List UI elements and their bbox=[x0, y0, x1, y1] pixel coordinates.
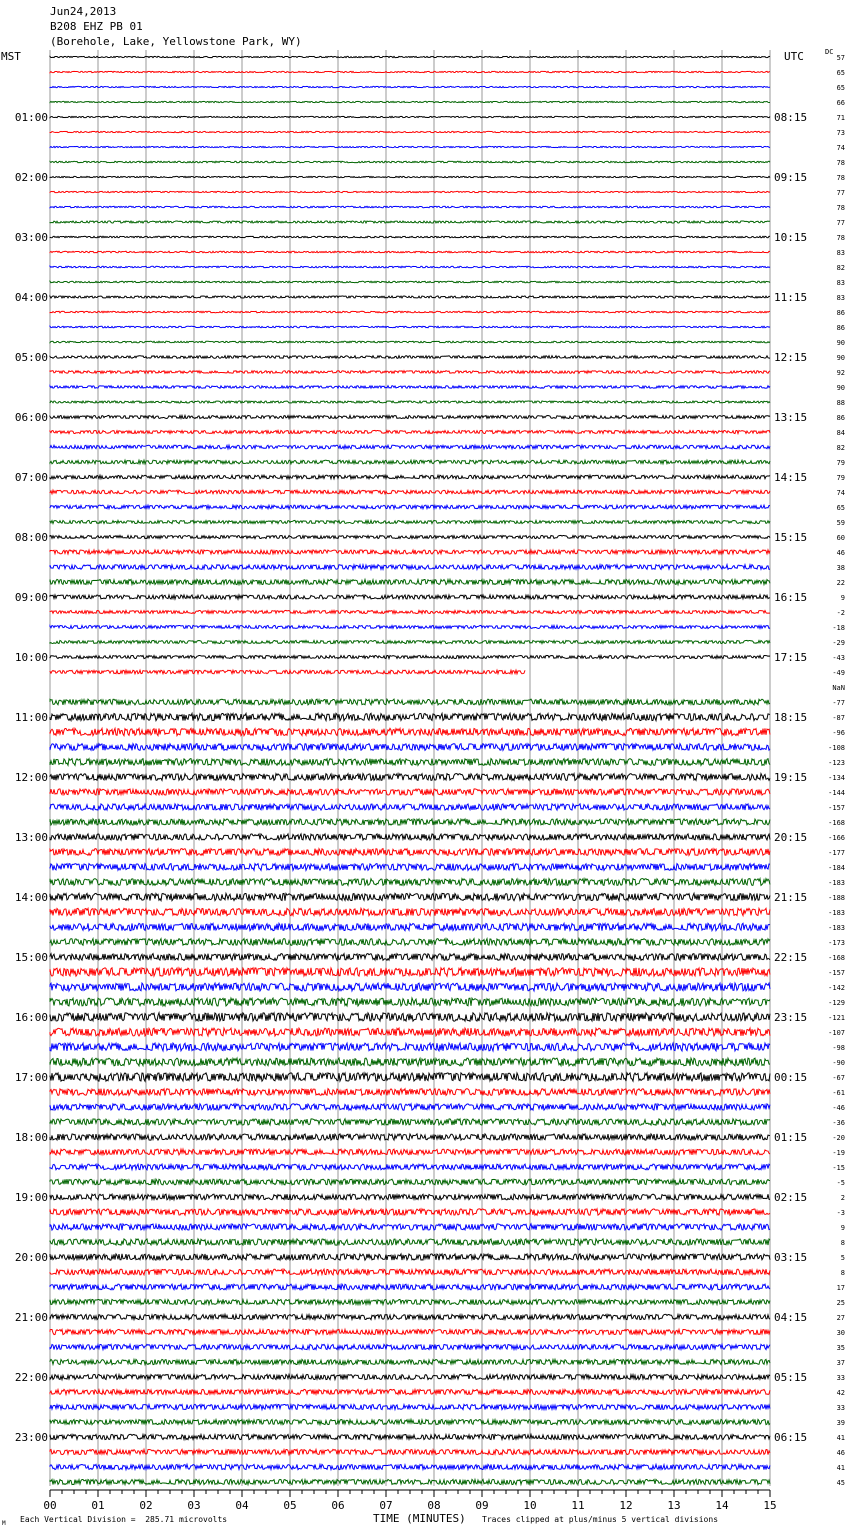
trace-line bbox=[50, 834, 770, 840]
trace-line bbox=[50, 879, 770, 886]
dc-offset-label: -107 bbox=[828, 1029, 845, 1037]
left-hour-label: 15:00 bbox=[14, 951, 48, 964]
dc-offset-label: -46 bbox=[832, 1104, 845, 1112]
dc-offset-label: -98 bbox=[832, 1044, 845, 1052]
dc-offset-label: 22 bbox=[836, 579, 845, 587]
dc-offset-label: 92 bbox=[836, 369, 845, 377]
dc-offset-label: -173 bbox=[828, 939, 845, 947]
dc-offset-label: -3 bbox=[836, 1209, 845, 1217]
trace-line bbox=[50, 1058, 770, 1066]
dc-offset-label: 66 bbox=[836, 99, 845, 107]
dc-offset-label: -90 bbox=[832, 1059, 845, 1067]
trace-line bbox=[50, 670, 525, 674]
dc-offset-label: 73 bbox=[836, 129, 845, 137]
trace-line bbox=[50, 415, 770, 418]
dc-offset-label: 46 bbox=[836, 1449, 845, 1457]
trace-line bbox=[50, 655, 770, 658]
dc-offset-label: 79 bbox=[836, 459, 845, 467]
trace-line bbox=[50, 535, 770, 538]
trace-line bbox=[50, 116, 770, 117]
trace-line bbox=[50, 744, 770, 751]
trace-line bbox=[50, 983, 770, 991]
dc-offset-label: -188 bbox=[828, 894, 845, 902]
trace-line bbox=[50, 804, 770, 810]
dc-offset-label: -15 bbox=[832, 1164, 845, 1172]
right-hour-label: 03:15 bbox=[774, 1251, 808, 1264]
x-tick-label: 12 bbox=[619, 1499, 633, 1510]
trace-line bbox=[50, 176, 770, 177]
trace-line bbox=[50, 1359, 770, 1364]
trace-line bbox=[50, 923, 770, 930]
trace-line bbox=[50, 86, 770, 87]
x-axis bbox=[43, 1490, 776, 1510]
left-hour-label: 11:00 bbox=[14, 711, 48, 724]
right-hour-label: 15:15 bbox=[774, 531, 808, 544]
right-hour-label: 13:15 bbox=[774, 411, 808, 424]
trace-line bbox=[50, 968, 770, 976]
right-hour-label: 04:15 bbox=[774, 1311, 808, 1324]
dc-offset-label: -177 bbox=[828, 849, 845, 857]
x-tick-label: 04 bbox=[235, 1499, 249, 1510]
trace-line bbox=[50, 131, 770, 132]
trace-line bbox=[50, 579, 770, 584]
trace-line bbox=[50, 191, 770, 192]
right-hour-label: 23:15 bbox=[774, 1011, 808, 1024]
left-hour-label: 20:00 bbox=[14, 1251, 48, 1264]
left-hour-label: 01:00 bbox=[14, 111, 48, 124]
dc-offset-label: -121 bbox=[828, 1014, 845, 1022]
trace-line bbox=[50, 1434, 770, 1439]
trace-line bbox=[50, 146, 770, 147]
dc-offset-label: 5 bbox=[840, 1254, 845, 1262]
dc-offset-label: 65 bbox=[836, 504, 845, 512]
x-tick-label: 05 bbox=[283, 1499, 297, 1510]
left-hour-label: 19:00 bbox=[14, 1191, 48, 1204]
trace-line bbox=[50, 908, 770, 915]
dc-offset-label: -157 bbox=[828, 969, 845, 977]
dc-offset-label: -5 bbox=[836, 1179, 845, 1187]
trace-line bbox=[50, 849, 770, 856]
left-hour-label: 08:00 bbox=[14, 531, 48, 544]
station-label: B208 EHZ PB 01 bbox=[50, 20, 143, 33]
dc-offset-label: 71 bbox=[836, 114, 845, 122]
trace-line bbox=[50, 1419, 770, 1424]
trace-line bbox=[50, 1374, 770, 1379]
dc-offset-label: -96 bbox=[832, 729, 845, 737]
x-tick-label: 15 bbox=[763, 1499, 777, 1510]
trace-line bbox=[50, 998, 770, 1006]
dc-offset-label: 78 bbox=[836, 159, 845, 167]
trace-line bbox=[50, 296, 770, 298]
x-tick-label: 07 bbox=[379, 1499, 393, 1510]
trace-line bbox=[50, 1013, 770, 1021]
left-hour-label: 14:00 bbox=[14, 891, 48, 904]
dc-offset-label: -183 bbox=[828, 924, 845, 932]
dc-offset-label: -29 bbox=[832, 639, 845, 647]
trace-line bbox=[50, 728, 770, 735]
dc-offset-label: 90 bbox=[836, 339, 845, 347]
trace-line bbox=[50, 1449, 770, 1454]
trace-line bbox=[50, 1149, 770, 1155]
trace-line bbox=[50, 1089, 770, 1096]
left-hour-label: 02:00 bbox=[14, 171, 48, 184]
trace-line bbox=[50, 475, 770, 479]
dc-offset-label: 8 bbox=[840, 1269, 845, 1277]
dc-offset-label: -43 bbox=[832, 654, 845, 662]
trace-line bbox=[50, 759, 770, 766]
trace-line bbox=[50, 1479, 770, 1484]
right-hour-label: 12:15 bbox=[774, 351, 808, 364]
dc-offset-label: -166 bbox=[828, 834, 845, 842]
trace-line bbox=[50, 1194, 770, 1200]
dc-offset-label: -183 bbox=[828, 909, 845, 917]
trace-line bbox=[50, 311, 770, 313]
trace-line bbox=[50, 1119, 770, 1125]
trace-line bbox=[50, 101, 770, 102]
right-hour-label: 05:15 bbox=[774, 1371, 808, 1384]
dc-offset-label: 74 bbox=[836, 489, 845, 497]
trace-line bbox=[50, 460, 770, 464]
location-label: (Borehole, Lake, Yellowstone Park, WY) bbox=[50, 35, 302, 48]
trace-line bbox=[50, 640, 770, 643]
right-hour-label: 22:15 bbox=[774, 951, 808, 964]
left-hour-label: 21:00 bbox=[14, 1311, 48, 1324]
dc-offset-label: -18 bbox=[832, 624, 845, 632]
trace-line bbox=[50, 341, 770, 343]
trace-line bbox=[50, 1344, 770, 1349]
dc-offset-label: 82 bbox=[836, 444, 845, 452]
trace-line bbox=[50, 1043, 770, 1051]
right-hour-label: 02:15 bbox=[774, 1191, 808, 1204]
trace-line bbox=[50, 1269, 770, 1275]
dc-offset-label: -67 bbox=[832, 1074, 845, 1082]
trace-line bbox=[50, 1239, 770, 1245]
left-hour-label: 09:00 bbox=[14, 591, 48, 604]
trace-line bbox=[50, 1104, 770, 1110]
date-label: Jun24,2013 bbox=[50, 5, 117, 18]
trace-line bbox=[50, 939, 770, 946]
trace-line bbox=[50, 954, 770, 961]
clip-note: Traces clipped at plus/minus 5 vertical divisions bbox=[482, 1515, 719, 1524]
dc-offset-label: -20 bbox=[832, 1134, 845, 1142]
x-tick-label: 08 bbox=[427, 1499, 441, 1510]
left-hour-label: 13:00 bbox=[14, 831, 48, 844]
left-hour-label: 22:00 bbox=[14, 1371, 48, 1384]
right-hour-label: 18:15 bbox=[774, 711, 808, 724]
dc-offset-label: 86 bbox=[836, 309, 845, 317]
trace-line bbox=[50, 490, 770, 494]
dc-offset-label: 65 bbox=[836, 69, 845, 77]
dc-offset-label: -168 bbox=[828, 819, 845, 827]
trace-line bbox=[50, 1179, 770, 1185]
dc-offset-label: 84 bbox=[836, 429, 845, 437]
dc-offset-label: 41 bbox=[836, 1464, 845, 1472]
x-tick-label: 14 bbox=[715, 1499, 729, 1510]
trace-line bbox=[50, 1284, 770, 1290]
x-tick-label: 09 bbox=[475, 1499, 489, 1510]
x-tick-label: 01 bbox=[91, 1499, 105, 1510]
dc-offset-label: -19 bbox=[832, 1149, 845, 1157]
trace-line bbox=[50, 266, 770, 268]
right-hour-label: 01:15 bbox=[774, 1131, 808, 1144]
dc-offset-label: 37 bbox=[836, 1359, 845, 1367]
trace-line bbox=[50, 1314, 770, 1319]
trace-line bbox=[50, 1073, 770, 1081]
x-tick-label: 13 bbox=[667, 1499, 681, 1510]
trace-line bbox=[50, 206, 770, 208]
trace-line bbox=[50, 281, 770, 283]
trace-line bbox=[50, 699, 770, 705]
trace-line bbox=[50, 819, 770, 825]
dc-offset-label: 42 bbox=[836, 1389, 845, 1397]
trace-line bbox=[50, 893, 770, 900]
dc-offset-label: 25 bbox=[836, 1299, 845, 1307]
trace-line bbox=[50, 610, 770, 613]
trace-line bbox=[50, 1209, 770, 1215]
dc-offset-label: 83 bbox=[836, 294, 845, 302]
trace-line bbox=[50, 550, 770, 554]
trace-line bbox=[50, 71, 770, 72]
left-hour-label: 05:00 bbox=[14, 351, 48, 364]
x-tick-label: 00 bbox=[43, 1499, 57, 1510]
dc-offset-label: 30 bbox=[836, 1329, 845, 1337]
dc-offset-label: -134 bbox=[828, 774, 845, 782]
trace-line bbox=[50, 430, 770, 433]
trace-line bbox=[50, 789, 770, 795]
left-hour-label: 16:00 bbox=[14, 1011, 48, 1024]
dc-offset-label: 60 bbox=[836, 534, 845, 542]
right-hour-label: 19:15 bbox=[774, 771, 808, 784]
dc-offset-label: 74 bbox=[836, 144, 845, 152]
trace-line bbox=[50, 625, 770, 628]
left-hour-label: 04:00 bbox=[14, 291, 48, 304]
trace-line bbox=[50, 1134, 770, 1140]
trace-line bbox=[50, 356, 770, 359]
dc-offset-label: 86 bbox=[836, 324, 845, 332]
trace-line bbox=[50, 864, 770, 871]
dc-offset-label: 88 bbox=[836, 399, 845, 407]
dc-offset-label: 8 bbox=[840, 1239, 845, 1247]
trace-line bbox=[50, 1299, 770, 1304]
trace-line bbox=[50, 251, 770, 253]
trace-line bbox=[50, 1254, 770, 1260]
right-hour-label: 06:15 bbox=[774, 1431, 808, 1444]
trace-line bbox=[50, 1389, 770, 1394]
dc-offset-label: 78 bbox=[836, 204, 845, 212]
dc-offset-label: 33 bbox=[836, 1374, 845, 1382]
right-hour-label: 14:15 bbox=[774, 471, 808, 484]
left-hour-label: 18:00 bbox=[14, 1131, 48, 1144]
right-hour-label: 08:15 bbox=[774, 111, 808, 124]
x-tick-label: 10 bbox=[523, 1499, 537, 1510]
dc-offset-label: -142 bbox=[828, 984, 845, 992]
trace-line bbox=[50, 445, 770, 449]
corner-mark: M bbox=[2, 1520, 6, 1527]
trace-line bbox=[50, 1464, 770, 1469]
left-hour-label: 03:00 bbox=[14, 231, 48, 244]
dc-offset-label: -168 bbox=[828, 954, 845, 962]
trace-line bbox=[50, 713, 770, 720]
dc-offset-label: 90 bbox=[836, 354, 845, 362]
right-hour-label: 09:15 bbox=[774, 171, 808, 184]
dc-label: DC bbox=[825, 48, 834, 56]
right-hour-label: 11:15 bbox=[774, 291, 808, 304]
dc-offset-label: 65 bbox=[836, 84, 845, 92]
trace-line bbox=[50, 595, 770, 599]
trace-line bbox=[50, 1329, 770, 1334]
dc-offset-label: -183 bbox=[828, 879, 845, 887]
dc-offset-label: 2 bbox=[840, 1194, 845, 1202]
dc-offset-label: 77 bbox=[836, 219, 845, 227]
trace-line bbox=[50, 774, 770, 781]
dc-offset-label: 83 bbox=[836, 249, 845, 257]
right-hour-label: 10:15 bbox=[774, 231, 808, 244]
right-hour-label: 20:15 bbox=[774, 831, 808, 844]
dc-offset-label: 41 bbox=[836, 1434, 845, 1442]
dc-offset-label: -2 bbox=[836, 609, 845, 617]
trace-line bbox=[50, 565, 770, 570]
trace-line bbox=[50, 371, 770, 374]
x-tick-label: 02 bbox=[139, 1499, 153, 1510]
right-hour-label: 17:15 bbox=[774, 651, 808, 664]
x-tick-label: 03 bbox=[187, 1499, 201, 1510]
dc-offset-label: -61 bbox=[832, 1089, 845, 1097]
trace-line bbox=[50, 221, 770, 223]
trace-line bbox=[50, 161, 770, 163]
dc-offset-label: -108 bbox=[828, 744, 845, 752]
x-axis-label: TIME (MINUTES) bbox=[373, 1512, 466, 1525]
dc-offset-label: -157 bbox=[828, 804, 845, 812]
right-hour-label: 21:15 bbox=[774, 891, 808, 904]
dc-offset-label: 79 bbox=[836, 474, 845, 482]
trace-line bbox=[50, 386, 770, 389]
left-hour-label: 23:00 bbox=[14, 1431, 48, 1444]
dc-offset-label: 86 bbox=[836, 414, 845, 422]
right-hour-label: 00:15 bbox=[774, 1071, 808, 1084]
dc-offset-label: -36 bbox=[832, 1119, 845, 1127]
trace-line bbox=[50, 236, 770, 238]
dc-offset-label: 90 bbox=[836, 384, 845, 392]
dc-offset-label: 77 bbox=[836, 189, 845, 197]
left-hour-label: 10:00 bbox=[14, 651, 48, 664]
right-hour-label: 16:15 bbox=[774, 591, 808, 604]
dc-offset-label: -87 bbox=[832, 714, 845, 722]
dc-offset-label: 45 bbox=[836, 1479, 845, 1487]
left-timezone-label: MST bbox=[1, 50, 21, 63]
left-hour-label: 17:00 bbox=[14, 1071, 48, 1084]
dc-offset-label: 57 bbox=[836, 54, 845, 62]
dc-offset-label: 9 bbox=[840, 594, 845, 602]
dc-offset-label: 59 bbox=[836, 519, 845, 527]
dc-offset-label: 78 bbox=[836, 234, 845, 242]
dc-offset-label: 38 bbox=[836, 564, 845, 572]
dc-offset-label: 46 bbox=[836, 549, 845, 557]
dc-offset-label: NaN bbox=[832, 684, 845, 692]
left-hour-label: 07:00 bbox=[14, 471, 48, 484]
dc-offset-label: -129 bbox=[828, 999, 845, 1007]
dc-offset-label: 33 bbox=[836, 1404, 845, 1412]
dc-offset-label: 9 bbox=[840, 1224, 845, 1232]
trace-line bbox=[50, 1164, 770, 1170]
trace-line bbox=[50, 56, 770, 57]
dc-offset-label: -144 bbox=[828, 789, 845, 797]
x-tick-label: 06 bbox=[331, 1499, 345, 1510]
dc-offset-label: 78 bbox=[836, 174, 845, 182]
trace-line bbox=[50, 1404, 770, 1409]
dc-offset-label: -77 bbox=[832, 699, 845, 707]
dc-offset-label: -123 bbox=[828, 759, 845, 767]
dc-offset-label: 83 bbox=[836, 279, 845, 287]
plot-footer bbox=[0, 1512, 850, 1532]
dc-offset-label: -49 bbox=[832, 669, 845, 677]
left-hour-label: 06:00 bbox=[14, 411, 48, 424]
x-tick-label: 11 bbox=[571, 1499, 585, 1510]
dc-offset-label: 39 bbox=[836, 1419, 845, 1427]
trace-line bbox=[50, 520, 770, 523]
trace-line bbox=[50, 1028, 770, 1036]
left-hour-label: 12:00 bbox=[14, 771, 48, 784]
dc-offset-label: 82 bbox=[836, 264, 845, 272]
dc-offset-label: 35 bbox=[836, 1344, 845, 1352]
trace-line bbox=[50, 326, 770, 328]
right-timezone-label: UTC bbox=[784, 50, 804, 63]
dc-offset-label: -184 bbox=[828, 864, 845, 872]
trace-line bbox=[50, 505, 770, 509]
traces bbox=[50, 56, 770, 1484]
dc-offset-label: 27 bbox=[836, 1314, 845, 1322]
dc-offset-label: 17 bbox=[836, 1284, 845, 1292]
trace-line bbox=[50, 1224, 770, 1230]
trace-line bbox=[50, 401, 770, 403]
scale-note: Each Vertical Division = 285.71 microvolts bbox=[20, 1515, 228, 1524]
